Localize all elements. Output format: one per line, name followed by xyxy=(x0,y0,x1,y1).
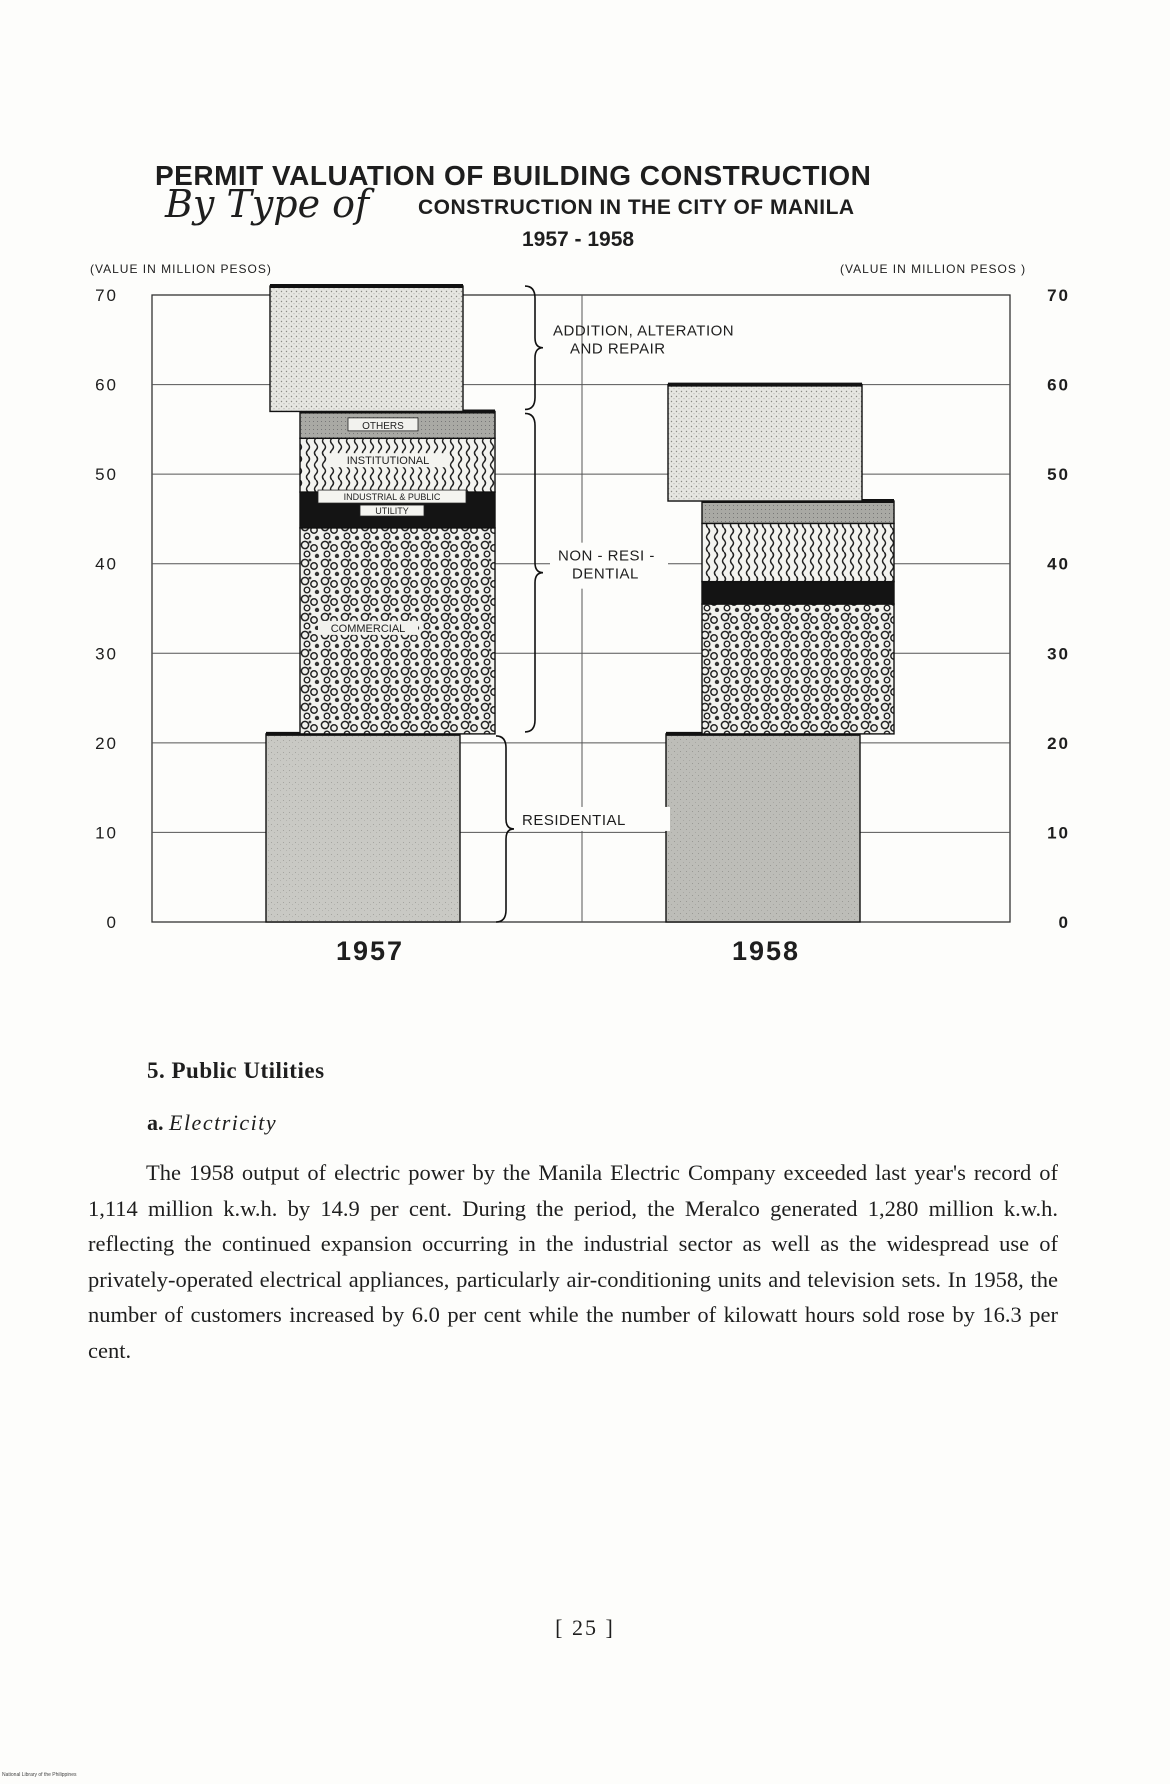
residential-brace xyxy=(496,736,514,922)
addition-brace xyxy=(525,286,543,409)
bar-segment xyxy=(270,286,463,411)
x-category-label: 1958 xyxy=(731,936,801,966)
bar-segment xyxy=(702,604,894,734)
residential-label: RESIDENTIAL xyxy=(522,811,626,829)
sub-heading-word: Electricity xyxy=(169,1110,278,1135)
sub-heading-number: a. xyxy=(147,1110,164,1135)
others-label: OTHERS xyxy=(362,420,404,432)
chart-title-script: By Type of xyxy=(165,182,370,226)
stacked-bar-chart xyxy=(0,250,1170,980)
y-tick-label-right: 30 xyxy=(1047,644,1070,664)
y-tick-label-left: 50 xyxy=(95,465,118,485)
y-tick-label-right: 60 xyxy=(1047,375,1070,395)
chart-title: PERMIT VALUATION OF BUILDING CONSTRUCTION xyxy=(155,160,872,191)
y-tick-label-left: 60 xyxy=(95,375,118,395)
y-tick-label-right: 50 xyxy=(1047,465,1070,485)
left-axis-unit: (VALUE IN MILLION PESOS) xyxy=(90,262,272,276)
industrial-label-line2: UTILITY xyxy=(375,506,409,517)
nonresidential-label-line1: NON - RESI - xyxy=(558,547,655,565)
chart-title-block xyxy=(0,150,1170,260)
bar-segment xyxy=(266,734,460,922)
body-paragraph: The 1958 output of electric power by the Manila Electric Company exceeded last year's record of 1,114 million k.w.h. by 14.9 per cent. During the period, the Meralco generated 1,280 million k.w.h. reflecting the continued expansion occurring in the industrial sector as well as the widespread use of privately-operated electrical appliances, particularly air-conditioning units and television sets. In 1958, the number of customers increased by 6.0 per cent while the number of kilowatt hours sold rose by 16.3 per cent. xyxy=(88,1160,1058,1363)
y-tick-label-right: 70 xyxy=(1047,286,1070,305)
y-tick-label-right: 10 xyxy=(1047,823,1070,843)
bar-segment xyxy=(668,385,862,501)
nonresidential-brace xyxy=(525,413,543,731)
chart-years: 1957 - 1958 xyxy=(522,228,635,251)
y-tick-label-right: 20 xyxy=(1047,733,1070,753)
page-number: [ 25 ] xyxy=(555,1615,615,1640)
bar-segment xyxy=(702,523,894,581)
sub-heading xyxy=(147,1110,277,1136)
y-tick-label-left: 20 xyxy=(95,733,118,753)
y-tick-label-left: 30 xyxy=(95,644,118,664)
chart-subtitle: CONSTRUCTION IN THE CITY OF MANILA xyxy=(418,196,855,219)
section-heading: 5. Public Utilities xyxy=(147,1058,325,1083)
bar-segment xyxy=(702,582,894,604)
nonresidential-label-line2: DENTIAL xyxy=(572,565,639,583)
right-axis-unit: (VALUE IN MILLION PESOS ) xyxy=(840,262,1027,276)
chart-plot-layer xyxy=(95,286,1070,966)
y-tick-label-left: 70 xyxy=(95,286,118,305)
commercial-label: COMMERCIAL xyxy=(330,622,406,635)
footer-credit: National Library of the Philippines xyxy=(2,1772,77,1778)
bar-segment xyxy=(702,501,894,523)
industrial-label-line1: INDUSTRIAL & PUBLIC xyxy=(343,492,441,503)
y-tick-label-right: 40 xyxy=(1047,554,1070,574)
addition-label-line2: AND REPAIR xyxy=(570,340,666,358)
y-tick-label-left: 0 xyxy=(106,913,118,932)
bar-segment xyxy=(666,734,860,922)
addition-label-line1: ADDITION, ALTERATION xyxy=(553,322,735,340)
y-tick-label-left: 10 xyxy=(95,823,118,843)
y-tick-label-right: 0 xyxy=(1058,913,1070,932)
institutional-label: INSTITUTIONAL xyxy=(346,455,430,468)
y-tick-label-left: 40 xyxy=(95,554,118,574)
x-category-label: 1957 xyxy=(335,936,405,966)
